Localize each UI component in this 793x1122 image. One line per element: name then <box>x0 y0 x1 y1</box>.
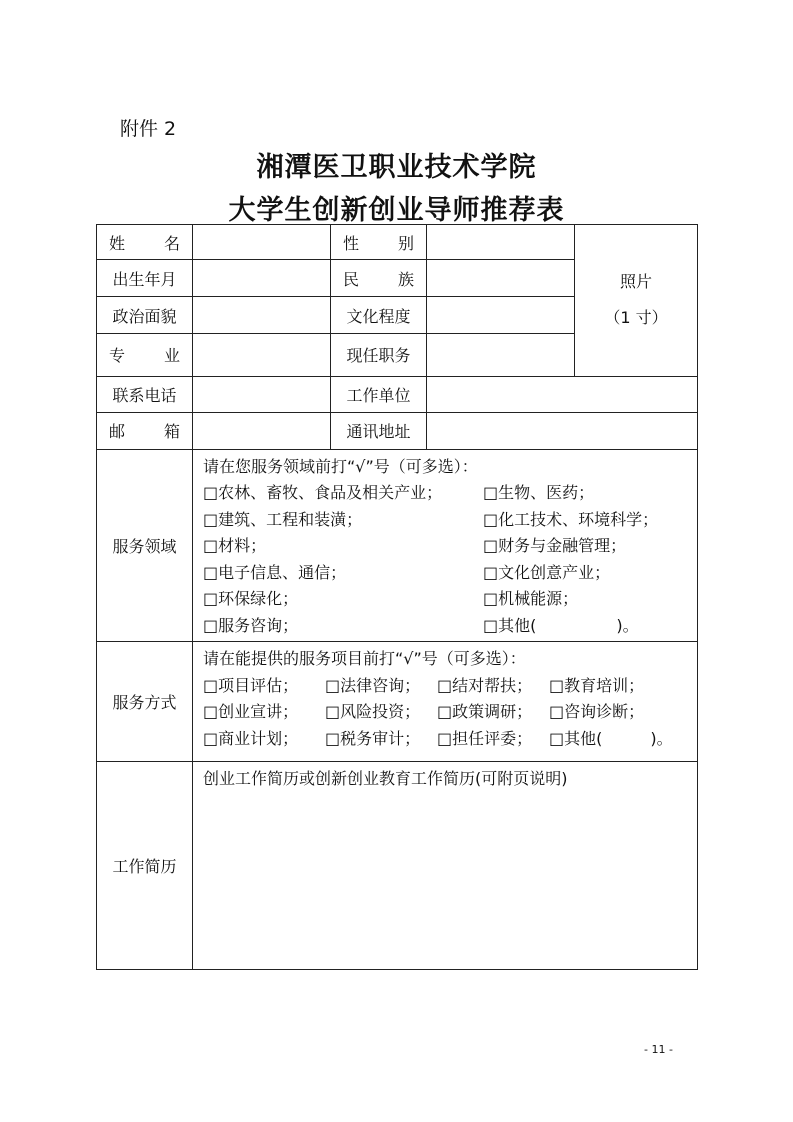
resume-hint: 创业工作简历或创新创业教育工作简历(可附页说明) <box>203 768 568 788</box>
major-field[interactable] <box>193 334 331 376</box>
service-field-intro: 请在您服务领域前打“√”号（可多选）： <box>203 456 478 476</box>
option-pair-assistance[interactable]: □结对帮扶； <box>437 675 533 695</box>
option-materials[interactable]: □材料； <box>203 536 267 556</box>
service-mode-options <box>193 642 698 761</box>
label-resume: 工作简历 <box>97 761 193 969</box>
label-service-mode: 服务方式 <box>97 642 193 761</box>
option-legal-consulting[interactable]: □法律咨询； <box>325 675 421 695</box>
option-finance[interactable]: □财务与金融管理； <box>483 536 627 556</box>
page-number: - 11 - <box>644 1043 673 1056</box>
resume-field[interactable] <box>193 761 698 969</box>
row-service-mode <box>97 642 698 761</box>
option-environmental-greening[interactable]: □环保绿化； <box>203 589 299 609</box>
row-resume <box>97 761 698 969</box>
label-major: 专 业 <box>97 334 193 376</box>
label-email: 邮 箱 <box>97 413 193 449</box>
option-cultural-creative[interactable]: □文化创意产业； <box>483 562 611 582</box>
attachment-label: 附件 2 <box>120 118 177 140</box>
label-address: 通讯地址 <box>331 413 427 449</box>
row-phone-workplace <box>97 376 698 412</box>
option-tax-audit[interactable]: □税务审计； <box>325 728 421 748</box>
gender-field[interactable] <box>427 225 575 260</box>
option-chemical-environment[interactable]: □化工技术、环境科学； <box>483 509 659 529</box>
option-machinery-energy[interactable]: □机械能源； <box>483 589 579 609</box>
label-ethnic: 民 族 <box>331 260 427 296</box>
ethnic-field[interactable] <box>427 260 575 296</box>
option-venture-capital[interactable]: □风险投资； <box>325 702 421 722</box>
option-entrepreneurship-lecture[interactable]: □创业宣讲； <box>203 702 299 722</box>
option-education-training[interactable]: □教育培训； <box>549 675 645 695</box>
email-field[interactable] <box>193 413 331 449</box>
option-field-other[interactable]: □其他( )。 <box>483 615 639 635</box>
option-business-plan[interactable]: □商业计划； <box>203 728 299 748</box>
label-education: 文化程度 <box>331 296 427 333</box>
photo-box[interactable] <box>575 225 698 377</box>
service-mode-intro: 请在能提供的服务项目前打“√”号（可多选）： <box>203 649 526 669</box>
address-field[interactable] <box>427 413 698 449</box>
document-subtitle: 大学生创新创业导师推荐表 <box>228 195 565 226</box>
label-service-field: 服务领域 <box>97 449 193 642</box>
option-policy-research[interactable]: □政策调研； <box>437 702 533 722</box>
phone-field[interactable] <box>193 376 331 412</box>
option-agriculture[interactable]: □农林、畜牧、食品及相关产业； <box>203 483 443 503</box>
option-judge[interactable]: □担任评委； <box>437 728 533 748</box>
photo-label: 照片 <box>619 272 652 292</box>
name-field[interactable] <box>193 225 331 260</box>
workplace-field[interactable] <box>427 376 698 412</box>
label-birth: 出生年月 <box>97 260 193 296</box>
position-field[interactable] <box>427 334 575 376</box>
document-title: 湘潭医卫职业技术学院 <box>256 152 537 183</box>
option-electronics[interactable]: □电子信息、通信； <box>203 562 347 582</box>
service-field-options <box>193 449 698 642</box>
option-construction[interactable]: □建筑、工程和装潢； <box>203 509 363 529</box>
education-field[interactable] <box>427 296 575 333</box>
option-service-consulting[interactable]: □服务咨询； <box>203 615 299 635</box>
row-service-field <box>97 449 698 642</box>
label-gender: 性 别 <box>331 225 427 260</box>
birth-field[interactable] <box>193 260 331 296</box>
option-mode-other[interactable]: □其他( )。 <box>549 728 673 748</box>
option-consulting-diagnosis[interactable]: □咨询诊断； <box>549 702 645 722</box>
label-politics: 政治面貌 <box>97 296 193 333</box>
recommendation-form-table <box>96 224 698 970</box>
row-email-address <box>97 413 698 449</box>
photo-size-label: （1 寸） <box>604 308 668 328</box>
politics-field[interactable] <box>193 296 331 333</box>
label-name: 姓 名 <box>97 225 193 260</box>
label-phone: 联系电话 <box>97 376 193 412</box>
option-biomedicine[interactable]: □生物、医药； <box>483 483 595 503</box>
option-project-evaluation[interactable]: □项目评估； <box>203 675 299 695</box>
label-workplace: 工作单位 <box>331 376 427 412</box>
row-name-gender <box>97 225 698 260</box>
label-position: 现任职务 <box>331 334 427 376</box>
